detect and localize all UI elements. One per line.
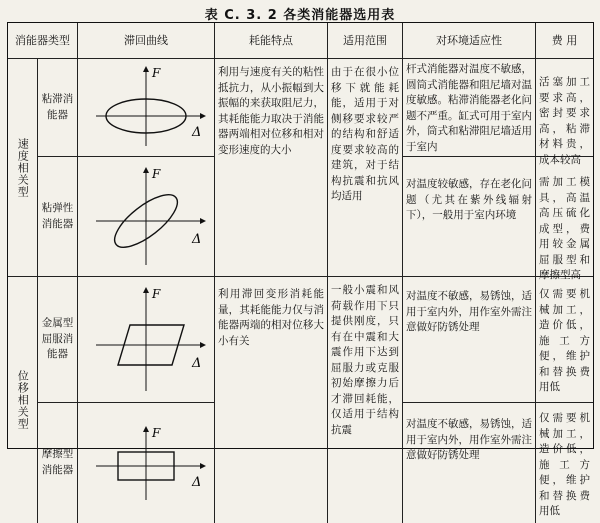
displacement-dissipation: 利用滞回变形消耗能量，其耗能能力仅与消能器两端的相对位移大小有关	[215, 277, 328, 523]
velocity-scope: 由于在很小位移下就能耗能，适用于对侧移要求较严的结构和舒适度要求较高的建筑，对于结构抗震和抗风均适用	[328, 59, 403, 277]
viscous-environment: 杆式消能器对温度不敏感，圆筒式消能器和阻尼墙对温度敏感。粘滞消能器老化问题不严重。缸式可用于室内外，筒式和粘滞阻尼墙适用于室内	[403, 59, 536, 157]
curve-metal	[78, 277, 215, 403]
table-title: 表 C. 3. 2 各类消能器选用表	[204, 8, 396, 23]
axis-f-label: F	[152, 65, 161, 80]
header-curve: 滞回曲线	[78, 23, 215, 59]
viscous-cost: 活塞加工要求高，密封要求高，粘滞材料贵，成本较高	[536, 59, 593, 157]
axis-f-label: F	[152, 286, 161, 301]
metal-cost: 仅需要机械加工，造价低，施工方便，维护和替换费用低	[536, 277, 593, 403]
damper-metal: 金属型屈服消能器	[38, 277, 78, 403]
header-cost: 费 用	[536, 23, 593, 59]
friction-cost: 仅需要机械加工，造价低，施工方便，维护和替换费用低	[539, 412, 590, 517]
axis-delta-label: Δ	[192, 231, 202, 247]
header-environment: 对环境适应性	[403, 23, 536, 59]
group-displacement: 位移相关型	[8, 277, 38, 523]
axis-delta-label: Δ	[192, 355, 202, 371]
damper-viscoelastic: 粘弹性消能器	[38, 157, 78, 277]
header-scope: 适用范围	[328, 23, 403, 59]
curve-friction	[78, 403, 215, 523]
metal-environment: 对温度不敏感，易锈蚀，适用于室内外，用作室外需注意做好防锈处理	[403, 277, 536, 403]
damper-friction: 摩擦型消能器	[38, 403, 78, 523]
header-dissipation: 耗能特点	[215, 23, 328, 59]
curve-viscoelastic	[78, 157, 215, 277]
axis-f-label: F	[152, 425, 161, 440]
velocity-dissipation: 利用与速度有关的粘性抵抗力，从小振幅到大振幅的来获取阻尼力，其耗能能力取决于消能器两端相对位移和相对变形速度的大小	[215, 59, 328, 277]
header-type: 消能器类型	[8, 23, 78, 59]
damper-selection-table	[7, 22, 594, 517]
viscoelastic-environment: 对温度较敏感，存在老化问题（尤其在紫外线辐射下），一般用于室内环境	[403, 157, 536, 277]
curve-viscous	[78, 59, 215, 157]
damper-viscous: 粘滞消能器	[38, 59, 78, 157]
displacement-scope: 一般小震和风荷载作用下只提供刚度，只有在中震和大震作用下达到屈服力或克服初始摩擦力后才滞回耗能，仅适用于结构抗震	[328, 277, 403, 523]
axis-delta-label: Δ	[192, 124, 202, 140]
axis-f-label: F	[152, 166, 161, 181]
group-velocity: 速度相关型	[8, 59, 38, 277]
axis-delta-label: Δ	[192, 474, 202, 490]
viscoelastic-cost: 需加工模具，高温高压硫化成型，费用较金属屈服型和摩擦型高	[536, 157, 593, 277]
friction-environment: 对温度不敏感，易锈蚀，适用于室内外，用作室外需注意做好防锈处理	[403, 403, 536, 523]
